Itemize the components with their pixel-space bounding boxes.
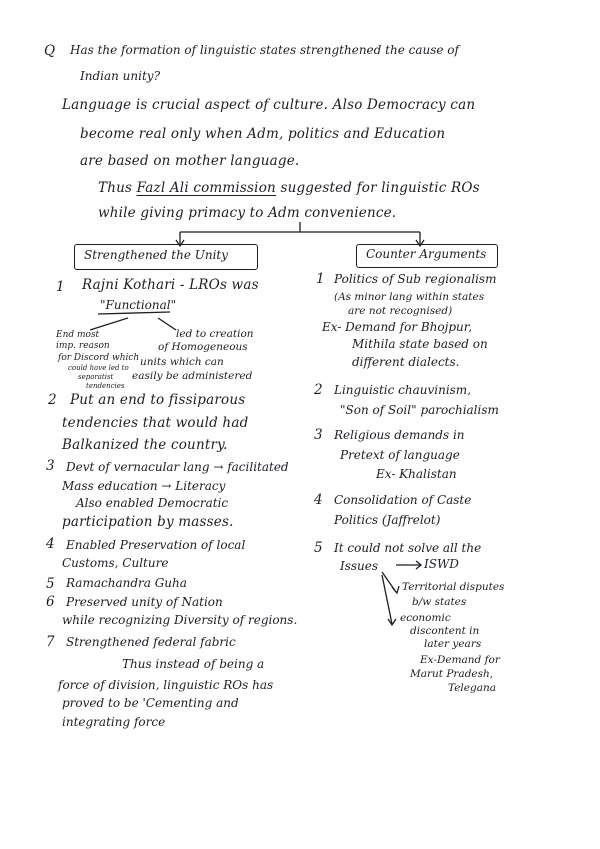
point-3-line-1: Devt of vernacular lang → facilitated <box>66 460 289 474</box>
question-line-1: Has the formation of linguistic states strengthened the cause of <box>70 43 459 57</box>
counter-2-number: 2 <box>314 382 323 398</box>
branch-left-line <box>90 318 128 330</box>
split-connector <box>180 222 420 244</box>
p1-right-2: of Homogeneous <box>158 341 248 353</box>
branch-right-line <box>158 318 176 330</box>
issue-economic-3: later years <box>424 638 482 650</box>
counter-3-line-1: Religious demands in <box>334 428 465 442</box>
issue-economic: economic <box>400 612 451 624</box>
intro-line-4 <box>98 181 480 197</box>
p1-left-2: imp. reason <box>56 341 110 351</box>
p1-left-5: separatist <box>78 373 114 381</box>
p1-left-4: could have led to <box>68 364 129 372</box>
counter-3-line-2: Pretext of language <box>340 448 460 462</box>
counter-5-line-1: It could not solve all the <box>334 541 482 555</box>
point-5-line-1: Ramachandra Guha <box>66 576 187 590</box>
conclusion-line-2: force of division, linguistic ROs has <box>58 678 274 692</box>
p1-left-3: for Discord which <box>58 353 140 363</box>
issue-economic-2: discontent in <box>410 625 480 637</box>
example-line-2: Marut Pradesh, <box>410 668 494 680</box>
p1-right-1: led to creation <box>176 328 254 340</box>
issue-iswd: ISWD <box>424 557 459 571</box>
conclusion-line-1: Thus instead of being a <box>122 657 265 671</box>
p1-right-4: easily be administered <box>132 370 253 382</box>
right-heading: Counter Arguments <box>366 247 487 261</box>
point-3-line-2: Mass education → Literacy <box>62 479 226 493</box>
point-3-line-3: Also enabled Democratic <box>76 496 229 510</box>
point-6-line-1: Preserved unity of Nation <box>66 595 223 609</box>
intro-thus: Thus <box>98 180 133 196</box>
point-7-number: 7 <box>46 634 55 650</box>
point-7-line-1: Strengthened federal fabric <box>66 635 236 649</box>
p1-left-1: End most <box>56 330 100 340</box>
counter-4-line-2: Politics (Jaffrelot) <box>334 513 441 527</box>
counter-5-issues: Issues <box>340 559 379 573</box>
counter-1-line-1: Politics of Sub regionalism <box>334 272 497 286</box>
counter-1-line-5: Mithila state based on <box>352 337 488 351</box>
counter-1-line-2: (As minor lang within states <box>334 291 485 303</box>
counter-2-line-2: "Son of Soil" parochialism <box>340 403 499 417</box>
point-4-line-2: Customs, Culture <box>62 556 169 570</box>
point-4-number: 4 <box>46 536 55 552</box>
question-line-2: Indian unity? <box>80 69 161 83</box>
intro-line-5: while giving primacy to Adm convenience. <box>98 205 397 221</box>
intro-suggested: suggested for linguistic ROs <box>280 180 480 196</box>
conclusion-line-3: proved to be 'Cementing and <box>62 696 239 710</box>
point-2-line-1: Put an end to fissiparous <box>70 392 246 408</box>
conclusion-line-4: integrating force <box>62 715 166 729</box>
counter-5-number: 5 <box>314 540 323 556</box>
counter-4-line-1: Consolidation of Caste <box>334 493 472 507</box>
counter-1-line-3: are not recognised) <box>348 305 453 317</box>
point-1-functional: "Functional" <box>100 298 177 312</box>
point-3-line-4: participation by masses. <box>62 514 234 530</box>
counter-1-line-4: Ex- Demand for Bhojpur, <box>322 320 473 334</box>
counter-3-line-3: Ex- Khalistan <box>376 467 457 481</box>
point-1-number: 1 <box>56 279 65 295</box>
point-5-number: 5 <box>46 576 55 592</box>
point-4-line-1: Enabled Preservation of local <box>66 538 246 552</box>
fazl-ali-commission: Fazl Ali commission <box>136 180 276 196</box>
point-1-text: Rajni Kothari - LROs was <box>82 277 259 293</box>
point-6-line-2: while recognizing Diversity of regions. <box>62 613 298 627</box>
issue-territorial-2: b/w states <box>412 596 467 608</box>
point-2-number: 2 <box>48 392 57 408</box>
point-6-number: 6 <box>46 594 55 610</box>
p1-right-3: units which can <box>140 356 224 368</box>
counter-2-line-1: Linguistic chauvinism, <box>334 383 472 397</box>
issue-territorial: Territorial disputes <box>402 581 505 593</box>
counter-4-number: 4 <box>314 492 323 508</box>
intro-line-3: are based on mother language. <box>80 153 300 169</box>
p1-left-6: tendencies <box>86 382 125 390</box>
counter-3-number: 3 <box>314 427 323 443</box>
intro-line-1: Language is crucial aspect of culture. Also Democracy can <box>62 97 476 113</box>
intro-line-2: become real only when Adm, politics and Education <box>80 126 446 142</box>
point-3-number: 3 <box>46 458 55 474</box>
point-2-line-2: tendencies that would had <box>62 415 249 431</box>
counter-1-number: 1 <box>316 271 325 287</box>
left-heading: Strengthened the Unity <box>84 248 229 262</box>
point-2-line-3: Balkanized the country. <box>62 437 228 453</box>
example-line-1: Ex-Demand for <box>420 654 500 666</box>
counter-1-line-6: different dialects. <box>352 355 460 369</box>
example-line-3: Telegana <box>448 682 496 694</box>
question-mark: Q <box>44 43 56 59</box>
